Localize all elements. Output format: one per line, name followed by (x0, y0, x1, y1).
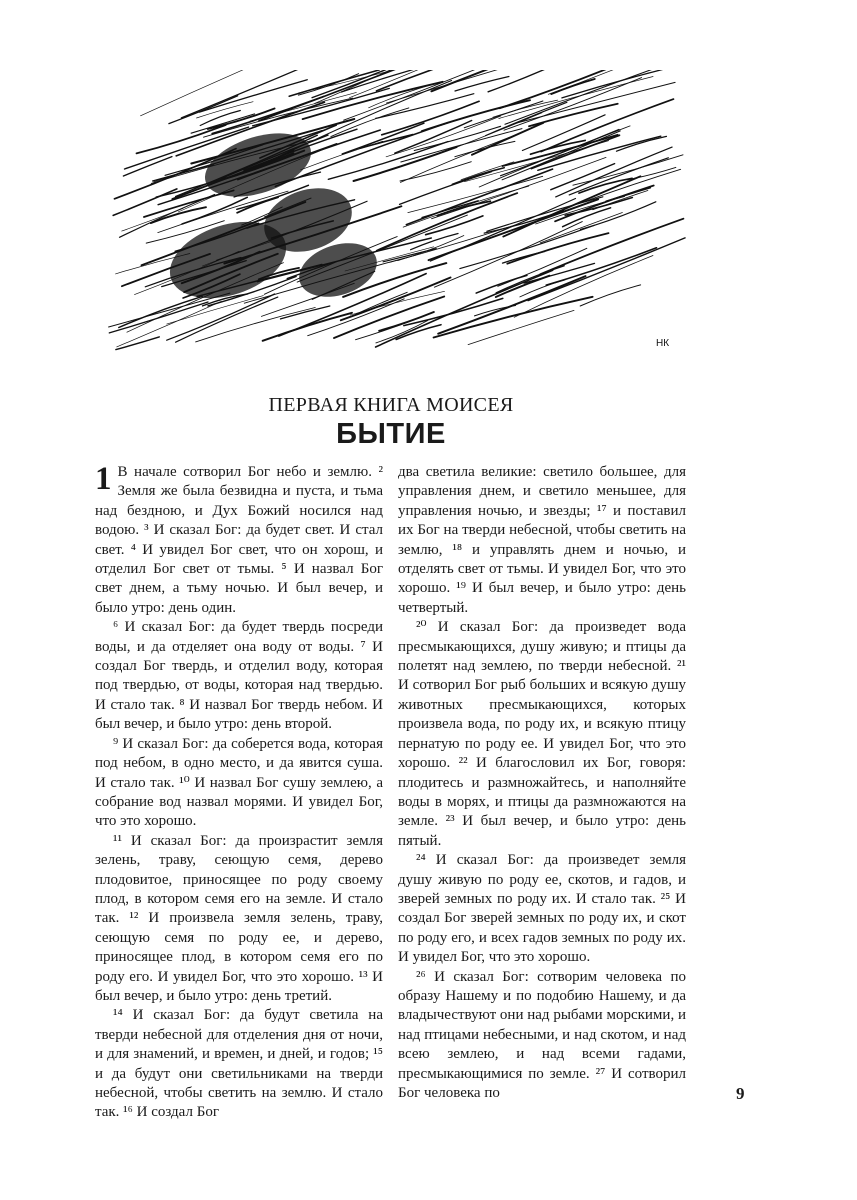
paragraph-text: ²⁶ И сказал Бог: сотворим человека по образу Нашему и по подобию Нашему, и да владычествуют они над рыбами морскими, и над птицами небесными, и над скотом, и над всею землею, и над всеми гадами, пресмыкающимися по земле. ²⁷ И сотворил Бог человека по (398, 968, 686, 1101)
paragraph (95, 832, 383, 1007)
paragraph (398, 968, 686, 1104)
paragraph (398, 618, 686, 851)
engraving-icon (108, 70, 688, 360)
paragraph-text: ⁹ И сказал Бог: да соберется вода, которая под небом, в одно место, и да явится суша. И стало так. ¹⁰ И назвал Бог сушу землею, а собрание вод назвал морями. И увидел Бог, что это хорошо. (95, 735, 383, 830)
paragraph-text: ⁶ И сказал Бог: да будет твердь посреди воды, и да отделяет она воду от воды. ⁷ И создал Бог твердь, и отделил воду, которая под твердью, от воды, которая над твердью. И стало так. ⁸ И назвал Бог твердь небом. И был вечер, и было утро: день второй. (95, 619, 383, 733)
paragraph-text: ²⁰ И сказал Бог: да произведет вода пресмыкающихся, душу живую; и птицы да полетят над землею, по тверди небесной. ²¹ И сотворил Бог рыб больших и всякую душу животных пресмыкающихся, которых произвела вода, по роду их, и всякую птицу пернатую по роду ее. И увидел Бог, что это хорошо. ²² И благословил их Бог, говоря: плодитесь и размножайтесь, и наполняйте воды в морях, и птицы да размножаются на земле. ²³ И был вечер, и было утро: день пятый. (398, 619, 686, 849)
paragraph-text: В начале сотворил Бог небо и землю. ² Земля же была безвидна и пуста, и тьма над бездною, и Дух Божий носился над водою. ³ И сказал Бог: да будет свет. И стал свет. ⁴ И увидел Бог свет, что он хорош, и отделил Бог свет от тьмы. ⁵ И назвал Бог свет днем, а тьму ночью. И был вечер, и было утро: день один. (95, 464, 383, 616)
page-number: 9 (736, 1084, 745, 1103)
right-column (398, 463, 686, 1103)
paragraph (398, 851, 686, 967)
paragraph-text: ¹⁴ И сказал Бог: да будут светила на тверди небесной для отделения дня от ночи, и для знамений, и времен, и дней, и годов; ¹⁵ и да будут они светильниками на тверди небесной, чтобы светить на землю. И стало так. ¹⁶ И создал Бог (95, 1007, 383, 1121)
paragraph-text: ²⁴ И сказал Бог: да произведет земля душу живую по роду ее, скотов, и гадов, и зверей земных по роду их. И стало так. ²⁵ И создал Бог зверей земных по роду их, и скот по роду его, и всех гадов земных по роду их. И увидел Бог, что это хорошо. (398, 852, 686, 966)
book-title: БЫТИЕ (336, 418, 446, 450)
paragraph (95, 463, 383, 618)
paragraph-text: ¹¹ И сказал Бог: да произрастит земля зелень, траву, сеющую семя, дерево плодовитое, приносящее по роду своему плод, в котором семя его на земле. И стало так. ¹² И произвела земля зелень, траву, сеющую семя по роду ее, и дерево, приносящее плод, в котором семя его по роду его. И увидел Бог, что это хорошо. ¹³ И был вечер, и было утро: день третий. (95, 832, 383, 1004)
paragraph (398, 463, 686, 618)
paragraph-text: два светила великие: светило большее, для управления днем, и светило меньшее, для управления ночью, и звезды; ¹⁷ и поставил их Бог на тверди небесной, чтобы светить на землю, ¹⁸ и управлять днем и ночью, и отделять свет от тьмы. И увидел Бог, что это хорошо. ¹⁹ И был вечер, и было утро: день четвертый. (398, 464, 686, 616)
paragraph (95, 735, 383, 832)
engraving-illustration (108, 70, 688, 360)
illustration-signature: НК (656, 338, 670, 349)
chapter-number: 1 (95, 461, 112, 497)
book-subtitle: ПЕРВАЯ КНИГА МОИСЕЯ (268, 394, 514, 416)
paragraph (95, 618, 383, 734)
paragraph (95, 1006, 383, 1122)
left-column (95, 463, 383, 1123)
